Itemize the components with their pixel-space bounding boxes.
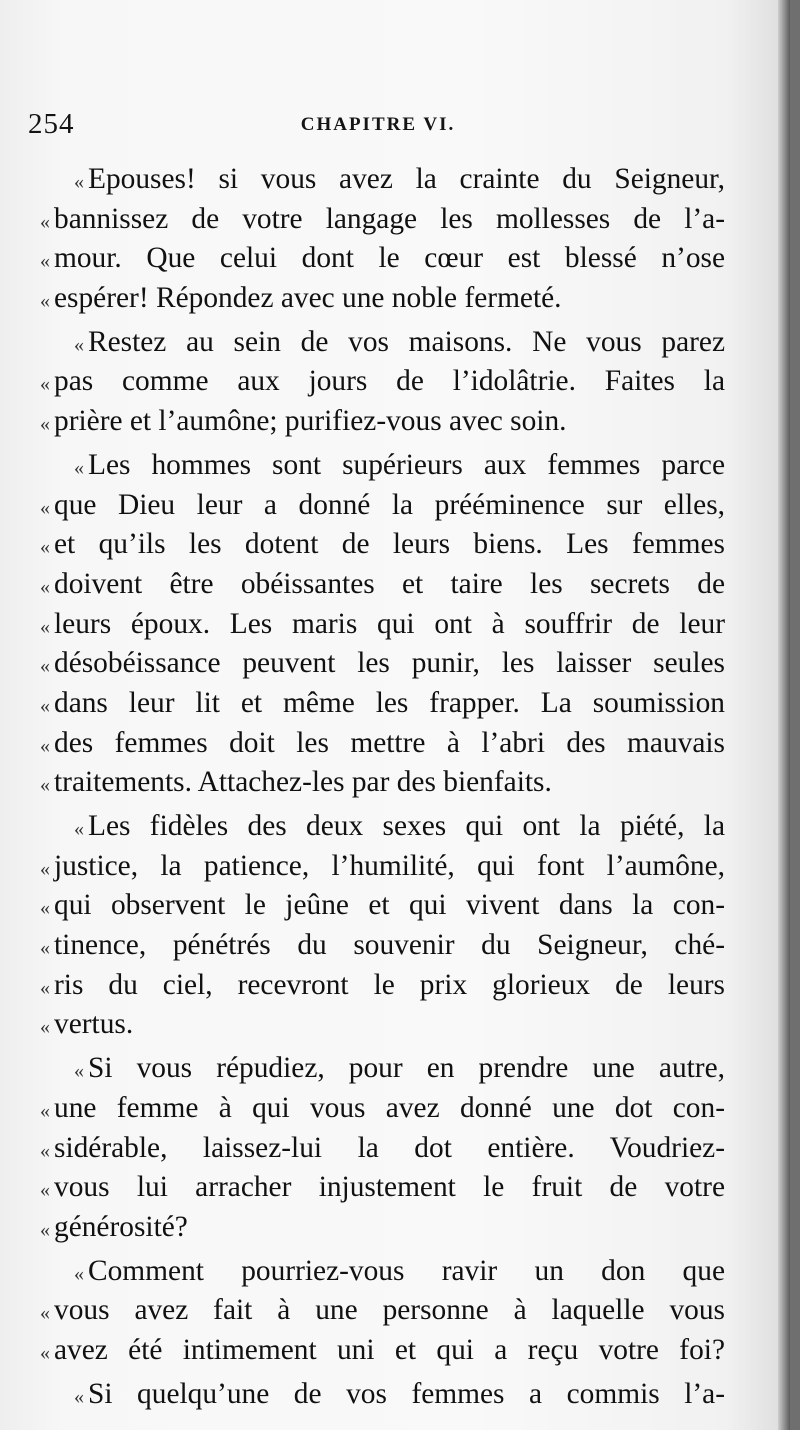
text-line xyxy=(40,1331,725,1371)
text-line xyxy=(40,239,725,279)
text-line xyxy=(40,886,725,926)
quote-mark: « xyxy=(40,937,50,960)
text-line xyxy=(40,200,725,240)
line-text: que Dieu leur a donné la prééminence sur elles, xyxy=(54,488,725,521)
page-number: 254 xyxy=(28,108,75,140)
line-text: leurs époux. Les maris qui ont à souffrir de leur xyxy=(54,607,725,640)
quote-mark: « xyxy=(40,976,50,999)
text-line xyxy=(40,362,725,402)
quote-mark: « xyxy=(40,1099,50,1122)
line-text: Epouses! si vous avez la crainte du Seigneur, xyxy=(88,163,725,195)
running-head: CHAPITRE VI. xyxy=(300,114,456,135)
text-line xyxy=(40,1005,725,1045)
text-line xyxy=(40,605,725,645)
text-line xyxy=(40,763,725,803)
text-line xyxy=(40,807,725,847)
quote-mark: « xyxy=(74,1060,84,1083)
line-text: avez été intimement uni et qui a reçu votre foi? xyxy=(54,1333,725,1366)
text-line xyxy=(40,724,725,764)
quote-mark: « xyxy=(40,1016,50,1039)
quote-mark: « xyxy=(74,333,84,356)
line-text: vertus. xyxy=(54,1008,134,1041)
line-text: prière et l’aumône; purifiez-vous avec soin. xyxy=(54,405,567,438)
line-text: dans leur lit et même les frapper. La soumission xyxy=(54,686,725,719)
quote-mark: « xyxy=(40,655,50,678)
quote-mark: « xyxy=(40,210,50,233)
quote-mark: « xyxy=(40,536,50,559)
line-text: une femme à qui vous avez donné une dot con- xyxy=(54,1091,725,1124)
line-text: ris du ciel, recevront le prix glorieux de leurs xyxy=(54,968,725,1001)
text-line xyxy=(40,1375,725,1415)
quote-mark: « xyxy=(40,373,50,396)
quote-mark: « xyxy=(40,250,50,273)
quote-mark: « xyxy=(40,1341,50,1364)
quote-mark: « xyxy=(40,897,50,920)
text-line xyxy=(40,525,725,565)
line-text: Les fidèles des deux sexes qui ont la piété, la xyxy=(88,810,725,842)
quote-mark: « xyxy=(74,1385,84,1408)
quote-mark: « xyxy=(40,1179,50,1202)
line-text: justice, la patience, l’humilité, qui font l’aumône, xyxy=(54,849,725,882)
quote-mark: « xyxy=(40,774,50,797)
line-text: Restez au sein de vos maisons. Ne vous parez xyxy=(88,325,725,358)
line-text: vous lui arracher injustement le fruit de votre xyxy=(54,1171,725,1204)
quote-mark: « xyxy=(40,1302,50,1325)
line-text: qui observent le jeûne et qui vivent dans la con- xyxy=(54,889,725,922)
text-line xyxy=(40,323,725,363)
line-text: vous avez fait à une personne à laquelle vous xyxy=(54,1294,725,1327)
quote-mark: « xyxy=(74,818,84,840)
quote-mark: « xyxy=(40,1139,50,1162)
quote-mark: « xyxy=(40,413,50,436)
text-line xyxy=(40,1252,725,1292)
text-line xyxy=(40,926,725,966)
text-line xyxy=(40,1168,725,1208)
line-text: bannissez de votre langage les mollesses de l’a- xyxy=(54,202,725,235)
quote-mark: « xyxy=(74,1262,84,1285)
text-line xyxy=(40,446,725,486)
text-line xyxy=(40,1208,725,1248)
text-line xyxy=(40,279,725,319)
line-text: des femmes doit les mettre à l’abri des mauvais xyxy=(54,726,725,759)
line-text: pas comme aux jours de l’idolâtrie. Faites la xyxy=(54,365,725,398)
line-text: sidérable, laissez-lui la dot entière. Voudriez- xyxy=(54,1131,725,1164)
text-line xyxy=(40,486,725,526)
quote-mark: « xyxy=(40,496,50,519)
line-text: espérer! Répondez avec une noble fermeté. xyxy=(54,282,562,315)
text-line xyxy=(40,160,725,200)
quote-mark: « xyxy=(40,1218,50,1241)
line-text: mour. Que celui dont le cœur est blessé n’ose xyxy=(54,242,725,275)
text-line xyxy=(40,1089,725,1129)
text-line xyxy=(40,1049,725,1089)
page-edge-shadow xyxy=(778,0,790,1430)
page-header xyxy=(28,108,728,148)
line-text: traitements. Attachez-les par des bienfaits. xyxy=(54,766,552,799)
quote-mark: « xyxy=(40,290,50,313)
text-line xyxy=(40,1291,725,1331)
line-text: Si vous répudiez, pour en prendre une autre, xyxy=(88,1052,725,1085)
line-text: tinence, pénétrés du souvenir du Seigneur, ché- xyxy=(54,929,725,962)
line-text: générosité? xyxy=(54,1210,188,1243)
text-line xyxy=(40,644,725,684)
quote-mark: « xyxy=(40,857,50,880)
line-text: désobéissance peuvent les punir, les laisser seules xyxy=(54,647,725,680)
line-text: doivent être obéissantes et taire les secrets de xyxy=(54,567,725,600)
text-line xyxy=(40,402,725,442)
quote-mark: « xyxy=(74,456,84,479)
text-line xyxy=(40,1129,725,1169)
quote-mark: « xyxy=(40,694,50,717)
text-line xyxy=(40,966,725,1006)
quote-mark: « xyxy=(40,615,50,638)
text-line xyxy=(40,684,725,724)
line-text: Si quelqu’une de vos femmes a commis l’a- xyxy=(88,1377,725,1410)
quote-mark: « xyxy=(40,734,50,757)
text-line xyxy=(40,565,725,605)
line-text: et qu’ils les dotent de leurs biens. Les femmes xyxy=(54,528,725,561)
quote-mark: « xyxy=(74,171,84,193)
line-text: Comment pourriez-vous ravir un don que xyxy=(88,1254,725,1287)
body-text xyxy=(40,160,725,1414)
text-line xyxy=(40,847,725,887)
line-text: Les hommes sont supérieurs aux femmes parce xyxy=(88,448,725,481)
quote-mark: « xyxy=(40,575,50,598)
